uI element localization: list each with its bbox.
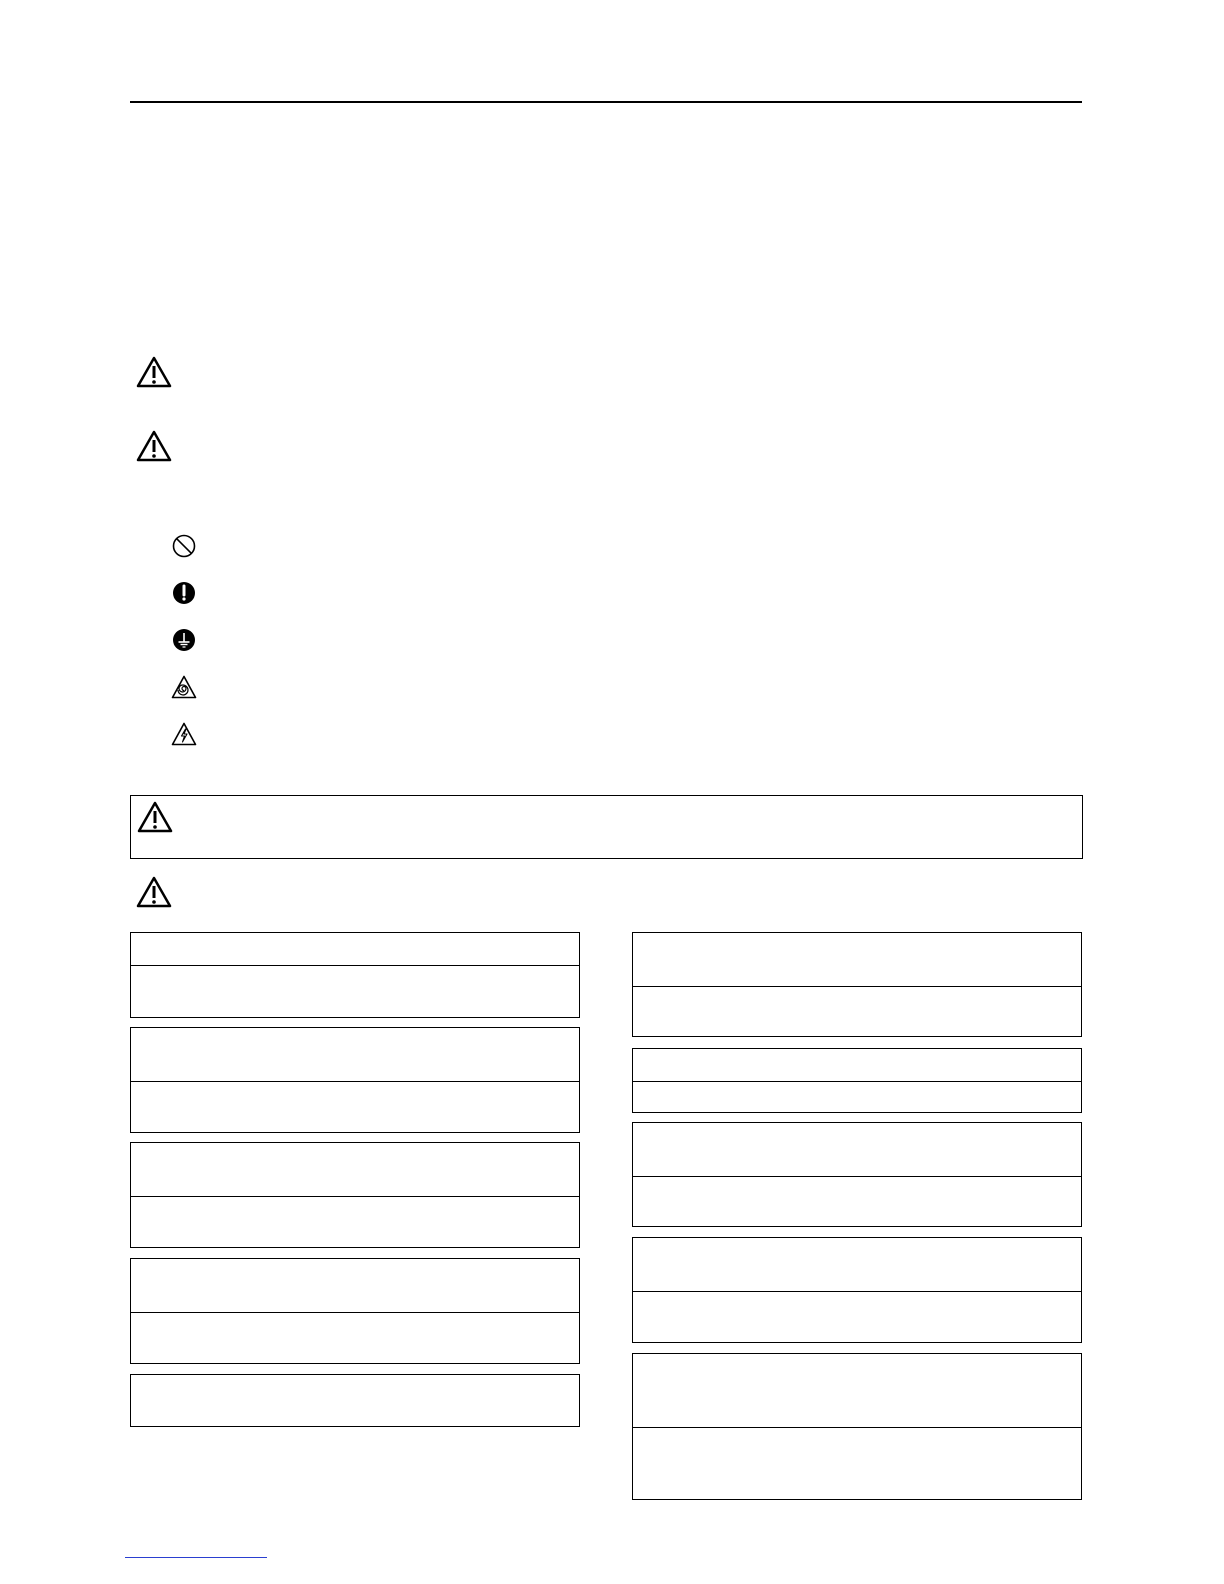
warning-triangle-icon (136, 356, 172, 388)
footer-link-rule[interactable] (125, 1557, 267, 1558)
caution-box-header (131, 933, 579, 965)
ground-icon (172, 628, 196, 652)
caution-box (130, 1142, 580, 1248)
caution-box-body (633, 1176, 1081, 1227)
warning-triangle-icon (136, 430, 172, 462)
warning-triangle-icon (136, 876, 172, 908)
caution-box-body (131, 1081, 579, 1133)
caution-box (632, 1048, 1082, 1113)
caution-box-header (131, 1143, 579, 1196)
caution-box-header (633, 933, 1081, 986)
caution-box-body (633, 1081, 1081, 1113)
caution-box-body (131, 1375, 579, 1427)
prohibition-icon (172, 534, 196, 558)
caution-box (130, 1258, 580, 1364)
header-rule (130, 101, 1082, 103)
caution-box-header (633, 1123, 1081, 1176)
caution-box-header (633, 1238, 1081, 1291)
caution-box-body (131, 1196, 579, 1248)
caution-box (632, 1353, 1082, 1500)
caution-box (632, 1237, 1082, 1343)
warning-box (130, 795, 1083, 859)
caution-box-body (633, 1291, 1081, 1343)
caution-box (130, 932, 580, 1018)
caution-box-body (131, 1312, 579, 1364)
mandatory-action-icon (172, 581, 196, 605)
rotating-parts-icon (171, 675, 197, 699)
caution-box-header (131, 1028, 579, 1081)
caution-box-body (633, 986, 1081, 1037)
warning-triangle-icon (137, 801, 173, 833)
caution-box (130, 1374, 580, 1427)
caution-box-header (633, 1049, 1081, 1081)
caution-box (632, 932, 1082, 1037)
caution-box-header (131, 1259, 579, 1312)
caution-box (130, 1027, 580, 1133)
electric-shock-icon (171, 722, 197, 746)
caution-box-body (633, 1427, 1081, 1500)
caution-box-header (633, 1354, 1081, 1427)
caution-box (632, 1122, 1082, 1227)
caution-box-body (131, 965, 579, 1018)
